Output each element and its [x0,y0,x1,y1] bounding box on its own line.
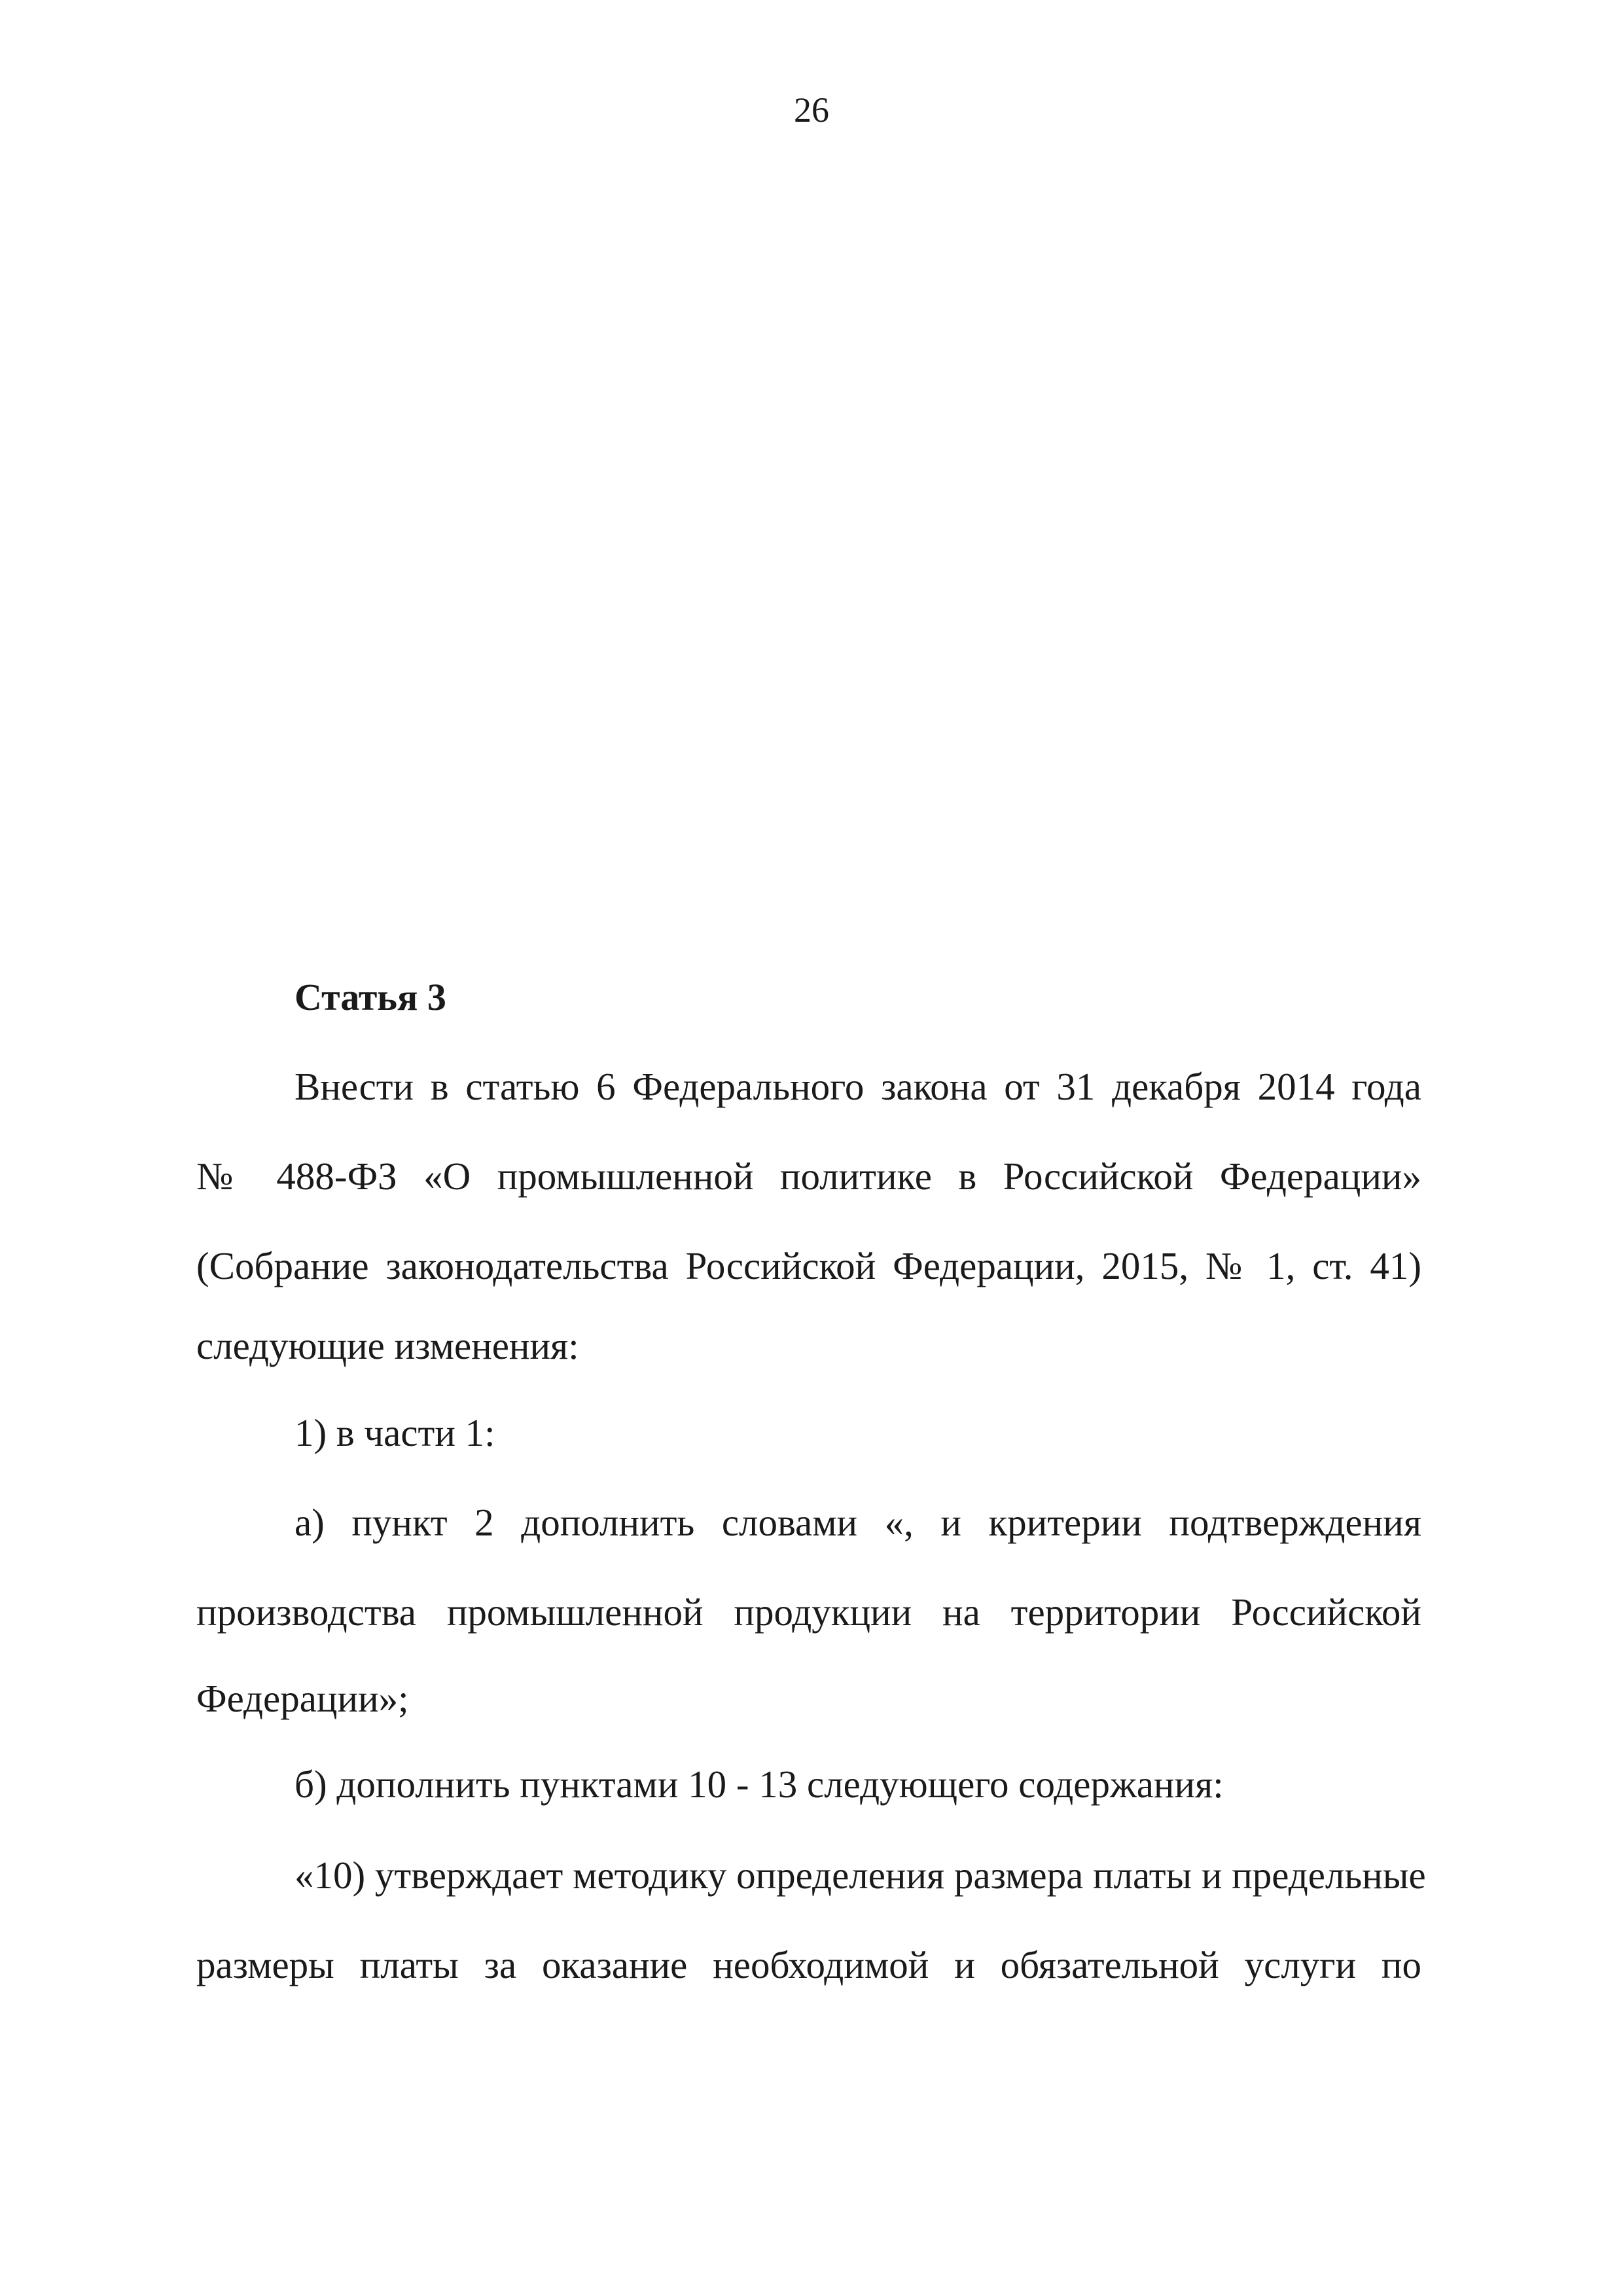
article-heading: Статья 3 [294,976,446,1018]
list-item-line: Федерации»; [196,1677,409,1720]
page-number: 26 [794,90,829,130]
list-item-line: производства промышленной продукции на территории Российской [196,1590,1421,1634]
paragraph-line: Внести в статью 6 Федерального закона от 31 декабря 2014 года [294,1065,1421,1108]
paragraph-line: (Собрание законодательства Российской Федерации, 2015, № 1, ст. 41) [196,1244,1421,1287]
paragraph-line: № 488-ФЗ «О промышленной политике в Российской Федерации» [196,1155,1421,1198]
quoted-line: размеры платы за оказание необходимой и обязательной услуги по [196,1943,1421,1986]
list-item-line: б) дополнить пунктами 10 - 13 следующего содержания: [294,1763,1224,1806]
list-item-line: а) пункт 2 дополнить словами «, и критерии подтверждения [294,1501,1421,1544]
paragraph-line: следующие изменения: [196,1324,579,1367]
list-item-line: 1) в части 1: [294,1411,495,1454]
quoted-line: «10) утверждает методику определения размера платы и предельные [294,1854,1426,1897]
